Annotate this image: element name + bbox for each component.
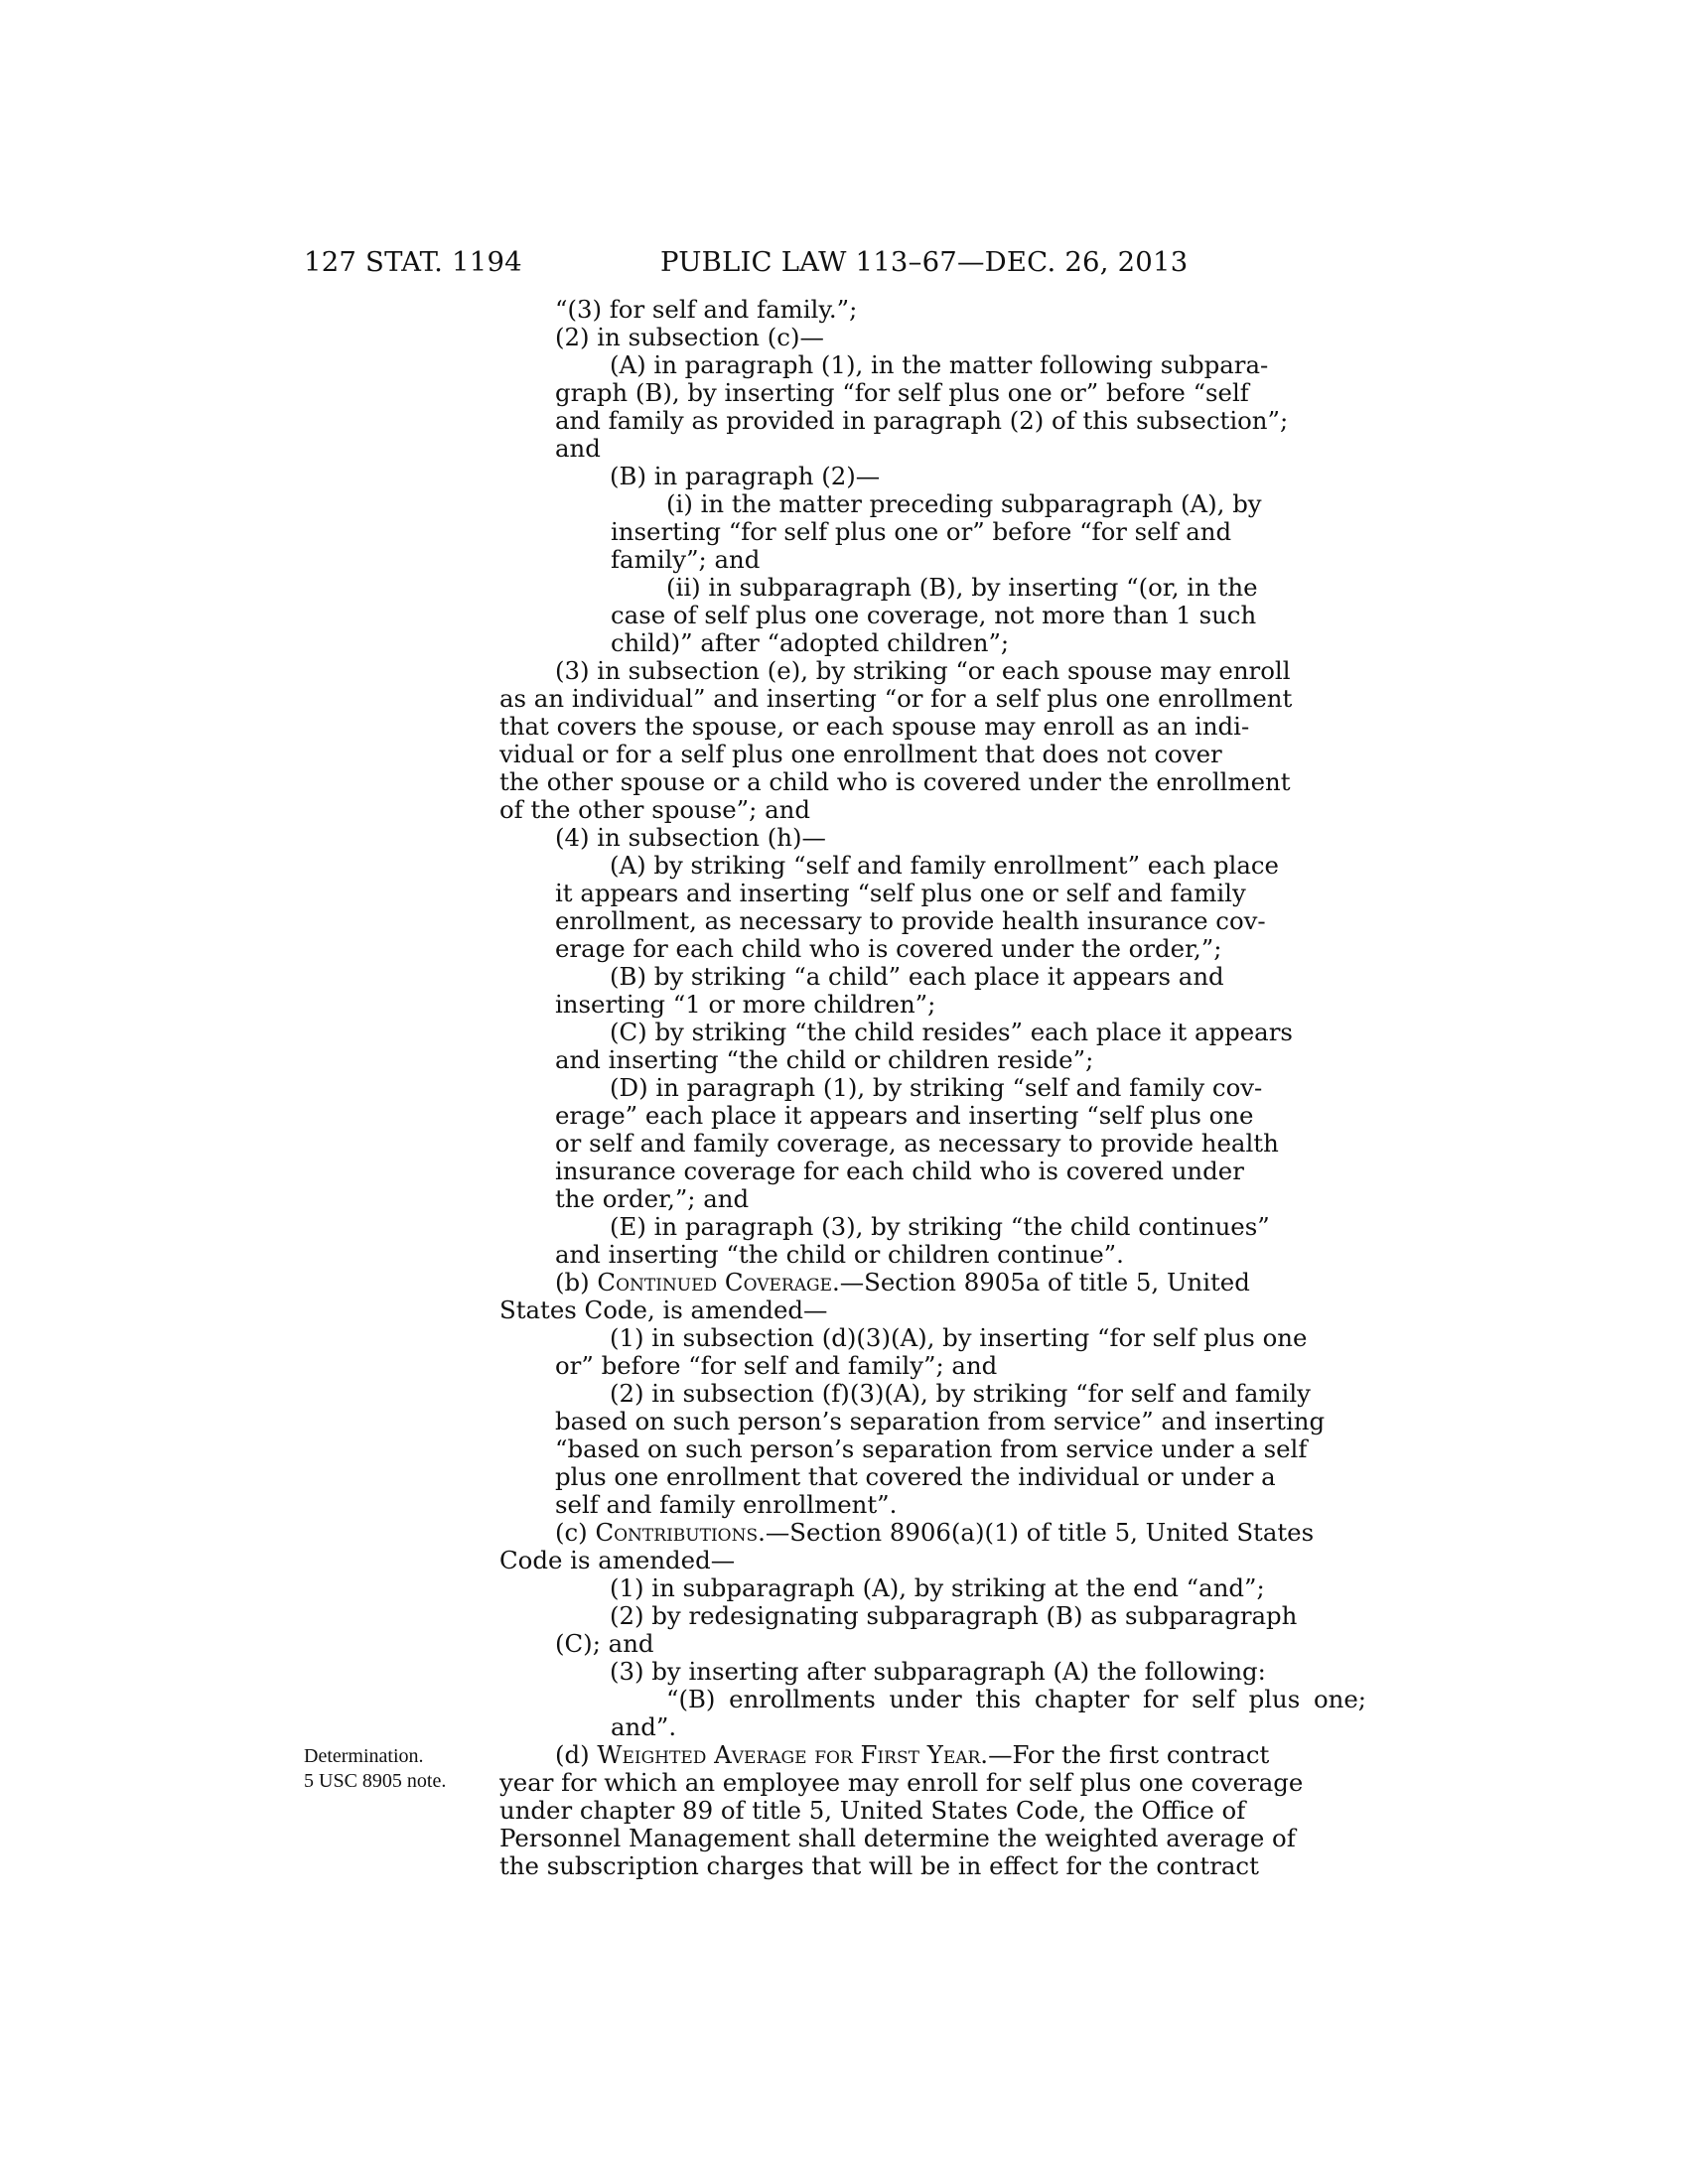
inserted-subparagraph-b: “(B) enrollments under this chapter for self plus one; and”.	[611, 1685, 1366, 1741]
margin-notes	[304, 1744, 446, 1794]
margin-note-usc-reference: 5 USC 8905 note.	[304, 1770, 447, 1792]
paragraph-b-2: (2) in subsection (f)(3)(A), by striking “for self and family based on such person’s separation from service” and inserting “based on such person’s separation from service under a self plus one enrollment that covered the individual or under a self and family enrollment”.	[555, 1379, 1326, 1519]
paragraph-h-a: (A) by striking “self and family enrollment” each place it appears and inserting “self plus one or self and family enrollment, as necessary to provide health insurance cov- erage for each child who is covered under the order,”;	[555, 851, 1279, 963]
statute-citation: 127 STAT. 1194	[304, 246, 522, 278]
section-text: —For the first contract year for which an employee may enroll for self plus one coverage under chapter 89 of title 5, United States Code, the Office of Personnel Management shall determine the weighted average of the subscription charges that will be in effect for the contract	[499, 1740, 1304, 1880]
paragraph-h-b: (B) by striking “a child” each place it appears and inserting “1 or more children”;	[555, 962, 1224, 1019]
section-b-continued-coverage: (b) Continued Coverage.—Section 8905a of title 5, United States Code, is amended—	[499, 1268, 1250, 1324]
section-text: —Section 8906(a)(1) of title 5, United States Code is amended—	[499, 1518, 1315, 1574]
paragraph-b-1: (1) in subsection (d)(3)(A), by inserting “for self plus one or” before “for self and family”; and	[555, 1323, 1308, 1380]
text-line: “(3) for self and family.”;	[555, 295, 858, 324]
subsection-c-intro: (2) in subsection (c)—	[555, 323, 824, 351]
subsection-h-intro: (4) in subsection (h)—	[555, 823, 826, 852]
subsection-e-amendment: (3) in subsection (e), by striking “or each spouse may enroll as an individual” and inserting “or for a self plus one enrollment that covers the spouse, or each spouse may enroll as an indi- vidual or for a self plus one enrollment that does not cover the other spouse or a child who is covered under the enrollment of the other spouse”; and	[499, 656, 1293, 824]
section-c-contributions: (c) Contributions.—Section 8906(a)(1) of title 5, United States Code is amended—	[499, 1518, 1315, 1574]
section-text: —Section 8905a of title 5, United States Code, is amended—	[499, 1268, 1250, 1324]
paragraph-c-3: (3) by inserting after subparagraph (A) the following:	[610, 1657, 1266, 1686]
margin-note-determination: Determination.	[304, 1745, 424, 1767]
page-header	[0, 246, 1688, 286]
paragraph-h-d: (D) in paragraph (1), by striking “self and family cov- erage” each place it appears and inserting “self plus one or self and family coverage, as necessary to provide health insurance coverage for each child who is covered under the order,”; and	[555, 1073, 1279, 1213]
paragraph-c-2: (2) by redesignating subparagraph (B) as subparagraph (C); and	[555, 1601, 1298, 1658]
paragraph-h-c: (C) by striking “the child resides” each place it appears and inserting “the child or children reside”;	[555, 1018, 1293, 1074]
paragraph-h-e: (E) in paragraph (3), by striking “the child continues” and inserting “the child or children continue”.	[555, 1212, 1270, 1269]
section-heading: Continued Coverage.	[597, 1268, 840, 1297]
section-heading: Contributions.	[595, 1518, 766, 1547]
clause-c-b-ii: (ii) in subparagraph (B), by inserting “(or, in the case of self plus one coverage, not more than 1 such child)” after “adopted children”;	[611, 573, 1258, 657]
paragraph-c-a: (A) in paragraph (1), in the matter following subpara- graph (B), by inserting “for self plus one or” before “self and family as provided in paragraph (2) of this subsection”; and	[555, 350, 1289, 463]
clause-c-b-i: (i) in the matter preceding subparagraph (A), by inserting “for self plus one or” before “for self and family”; and	[611, 489, 1262, 574]
public-law-title: PUBLIC LAW 113–67—DEC. 26, 2013	[660, 246, 1189, 278]
statute-body	[499, 296, 1366, 1880]
section-d-weighted-average: (d) Weighted Average for First Year.—For the first contract year for which an employee may enroll for self plus one coverage under chapter 89 of title 5, United States Code, the Office of Personnel Management shall determine the weighted average of the subscription charges that will be in effect for the contract	[499, 1740, 1304, 1880]
paragraph-c-1: (1) in subparagraph (A), by striking at the end “and”;	[610, 1573, 1265, 1602]
paragraph-c-b: (B) in paragraph (2)—	[610, 462, 881, 490]
section-heading: Weighted Average for First Year.	[597, 1740, 989, 1769]
